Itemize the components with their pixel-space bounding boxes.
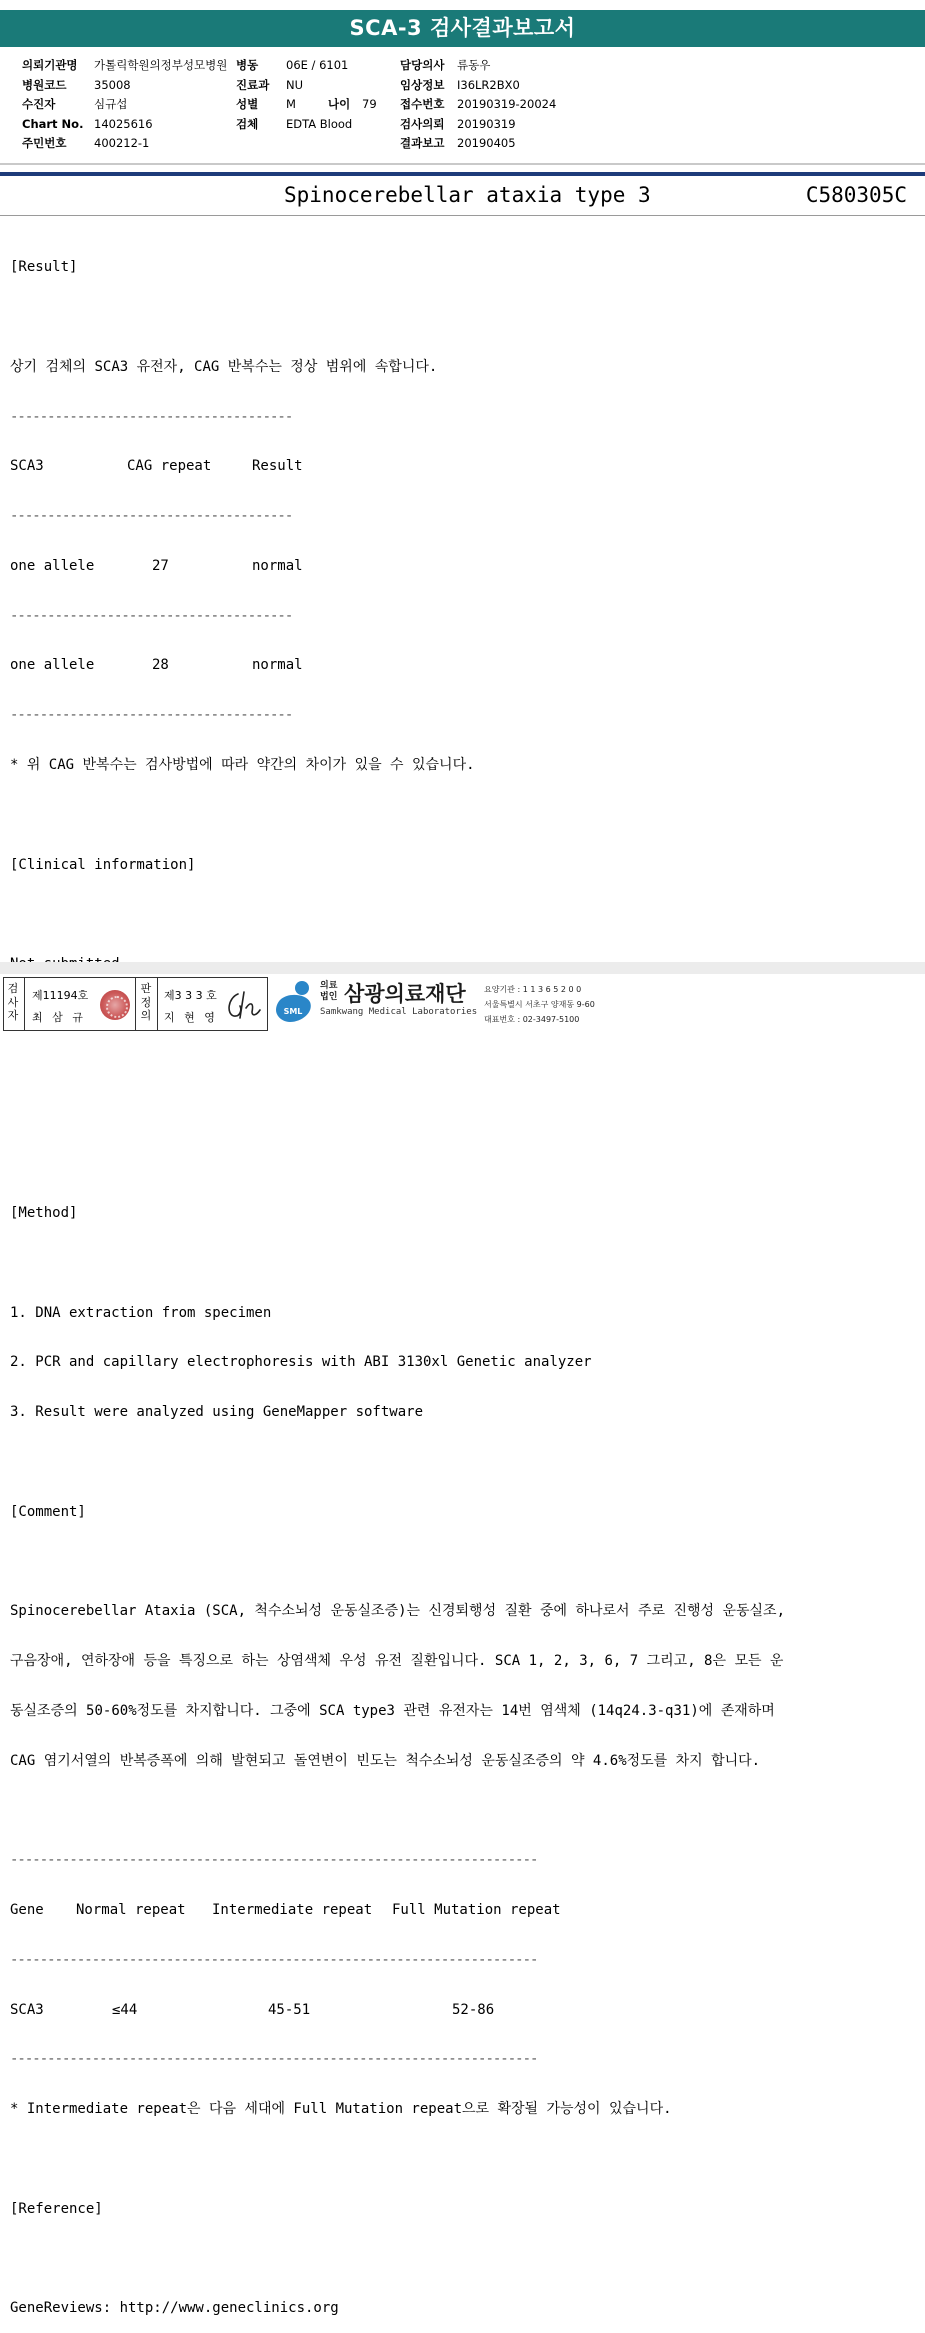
sml-logo-icon (272, 978, 318, 1028)
reference-text: GeneReviews: http://www.geneclinics.org (10, 2300, 339, 2317)
result-cell: normal (252, 557, 303, 574)
info-value: I36LR2BX0 (457, 77, 520, 92)
method-heading: [Method] (10, 1205, 78, 1222)
column-header: Gene (10, 1901, 44, 1918)
table-rule: -------------------------------------- (10, 607, 293, 624)
info-value: 35008 (94, 77, 131, 92)
info-label: 임상정보 (400, 77, 445, 92)
full-mutation-cell: 52-86 (452, 2001, 495, 2018)
info-value: 20190319-20024 (457, 97, 557, 111)
info-column-1 (22, 56, 227, 154)
info-value: 400212-1 (94, 136, 150, 150)
info-value: 79 (362, 97, 377, 111)
result-table-header (10, 458, 915, 475)
column-header: Intermediate repeat (212, 1901, 373, 1918)
table-row (10, 657, 915, 674)
reference-heading: [Reference] (10, 2200, 103, 2217)
info-label: 진료과 (236, 77, 270, 92)
column-header: Normal repeat (76, 1901, 186, 1918)
info-label: 주민번호 (22, 136, 67, 150)
comment-line: 동실조증의 50-60%정도를 차지합니다. 그중에 SCA type3 관련 유전자는 14번 염색체 (14q24.3-q31)에 존재하며 (10, 1702, 775, 1719)
patient-info (0, 56, 925, 152)
info-label: 결과보고 (400, 136, 445, 150)
column-header: SCA3 (10, 458, 44, 475)
table-row (10, 2002, 915, 2019)
column-header: Full Mutation repeat (392, 1901, 561, 1918)
info-value: EDTA Blood (286, 116, 353, 131)
info-label: 담당의사 (400, 58, 445, 72)
divider (0, 215, 925, 216)
table-rule: -------------------------------------- (10, 707, 293, 724)
report-body (10, 226, 915, 2333)
info-value: 20190405 (457, 136, 516, 150)
info-label: 접수번호 (400, 97, 445, 111)
comment-note: * Intermediate repeat은 다음 세대에 Full Mutation repeat으로 확장될 가능성이 있습니다. (10, 2101, 672, 2118)
repeat-cell: 28 (152, 657, 169, 674)
result-note: * 위 CAG 반복수는 검사방법에 따라 약간의 차이가 있을 수 있습니다. (10, 757, 475, 773)
comment-heading: [Comment] (10, 1503, 86, 1520)
signature-icon (224, 988, 264, 1022)
info-value: 가톨릭학원의정부성모병원 (94, 58, 228, 72)
inspector-name: 최 삼 규 (32, 1011, 86, 1024)
org-phone: 대표번호 : 02-3497-5100 (484, 1015, 580, 1024)
info-label: 의뢰기관명 (22, 58, 78, 72)
info-value: M (286, 97, 296, 111)
signature-box (3, 977, 268, 1031)
test-name: Spinocerebellar ataxia type 3 (284, 183, 651, 207)
info-value: NU (286, 77, 304, 92)
test-title-bar (0, 180, 925, 210)
inspector-label: 검사자 (7, 982, 19, 1022)
method-step: 3. Result were analyzed using GeneMapper software (10, 1404, 424, 1421)
column-header: Result (252, 458, 303, 475)
info-value: 류동우 (457, 58, 491, 72)
comment-line: Spinocerebellar Ataxia (SCA, 척수소뇌성 운동실조증)는 신경퇴행성 질환 중에 하나로서 주로 진행성 운동실조, (10, 1603, 786, 1620)
intermediate-cell: 45-51 (268, 2001, 311, 2018)
table-rule: -------------------------------------- (10, 508, 293, 525)
info-value: 심규섭 (94, 97, 128, 111)
method-step: 2. PCR and capillary electrophoresis with ABI 3130xl Genetic analyzer (10, 1354, 592, 1371)
institution-logo (272, 978, 612, 1030)
logo-text: SML (283, 1007, 303, 1016)
org-name-en: Samkwang Medical Laboratories (320, 1007, 478, 1017)
reviewer-label: 판정의 (140, 982, 152, 1022)
gene-cell: SCA3 (10, 2001, 44, 2018)
result-heading: [Result] (10, 259, 78, 276)
test-code: C580305C (805, 183, 907, 207)
repeat-table-header (10, 1902, 915, 1919)
comment-line: 구음장애, 연하장애 등을 특징으로 하는 상염색체 우성 유전 질환입니다. SCA 1, 2, 3, 6, 7 그리고, 8은 모든 운 (10, 1653, 784, 1670)
inspector-license: 제11194호 (32, 989, 89, 1002)
info-value: 14025616 (94, 116, 153, 131)
info-label: 성별 (236, 97, 259, 111)
table-rule: ----------------------------------------------------------------------- (10, 1951, 538, 1968)
info-label: 검사의뢰 (400, 116, 445, 131)
org-contact (484, 982, 595, 1027)
allele-cell: one allele (10, 657, 95, 674)
divider (0, 163, 925, 165)
info-label: 검체 (236, 116, 259, 131)
official-seal (100, 990, 130, 1020)
clinical-heading: [Clinical information] (10, 856, 196, 873)
result-cell: normal (252, 657, 303, 674)
table-rule: ----------------------------------------------------------------------- (10, 1852, 538, 1869)
divider (0, 172, 925, 176)
info-label: 나이 (328, 97, 351, 111)
report-title: SCA-3 검사결과보고서 (0, 10, 925, 47)
info-value: 06E / 6101 (286, 58, 349, 72)
info-label: 수진자 (22, 97, 56, 111)
org-type: 의료법인 (320, 981, 338, 1002)
reviewer-name: 지 현 영 (164, 1011, 218, 1024)
allele-cell: one allele (10, 557, 95, 574)
normal-cell: ≤44 (112, 2001, 138, 2018)
table-row (10, 558, 915, 575)
org-id: 요양기관 : 1 1 3 6 5 2 0 0 (484, 985, 582, 994)
info-column-3 (400, 56, 556, 154)
org-name: 삼광의료재단 (344, 982, 466, 1006)
info-column-2 (236, 56, 377, 134)
info-label: 병동 (236, 58, 259, 72)
repeat-cell: 27 (152, 557, 169, 574)
info-label: 병원코드 (22, 77, 67, 92)
table-rule: -------------------------------------- (10, 408, 293, 425)
method-step: 1. DNA extraction from specimen (10, 1304, 272, 1321)
org-address: 서울특별시 서초구 양재동 9-60 (484, 1000, 595, 1009)
column-header: CAG repeat (127, 458, 212, 475)
footer-band (0, 962, 925, 974)
comment-line: CAG 염기서열의 반복증폭에 의해 발현되고 돌연변이 빈도는 척수소뇌성 운동실조증의 약 4.6%정도를 차지 합니다. (10, 1752, 761, 1769)
table-rule: ----------------------------------------------------------------------- (10, 2051, 538, 2068)
result-summary: 상기 검체의 SCA3 유전자, CAG 반복수는 정상 범위에 속합니다. (10, 358, 438, 375)
reviewer-license: 제3 3 3 호 (164, 989, 217, 1002)
info-label: Chart No. (22, 116, 84, 131)
info-value: 20190319 (457, 116, 516, 131)
